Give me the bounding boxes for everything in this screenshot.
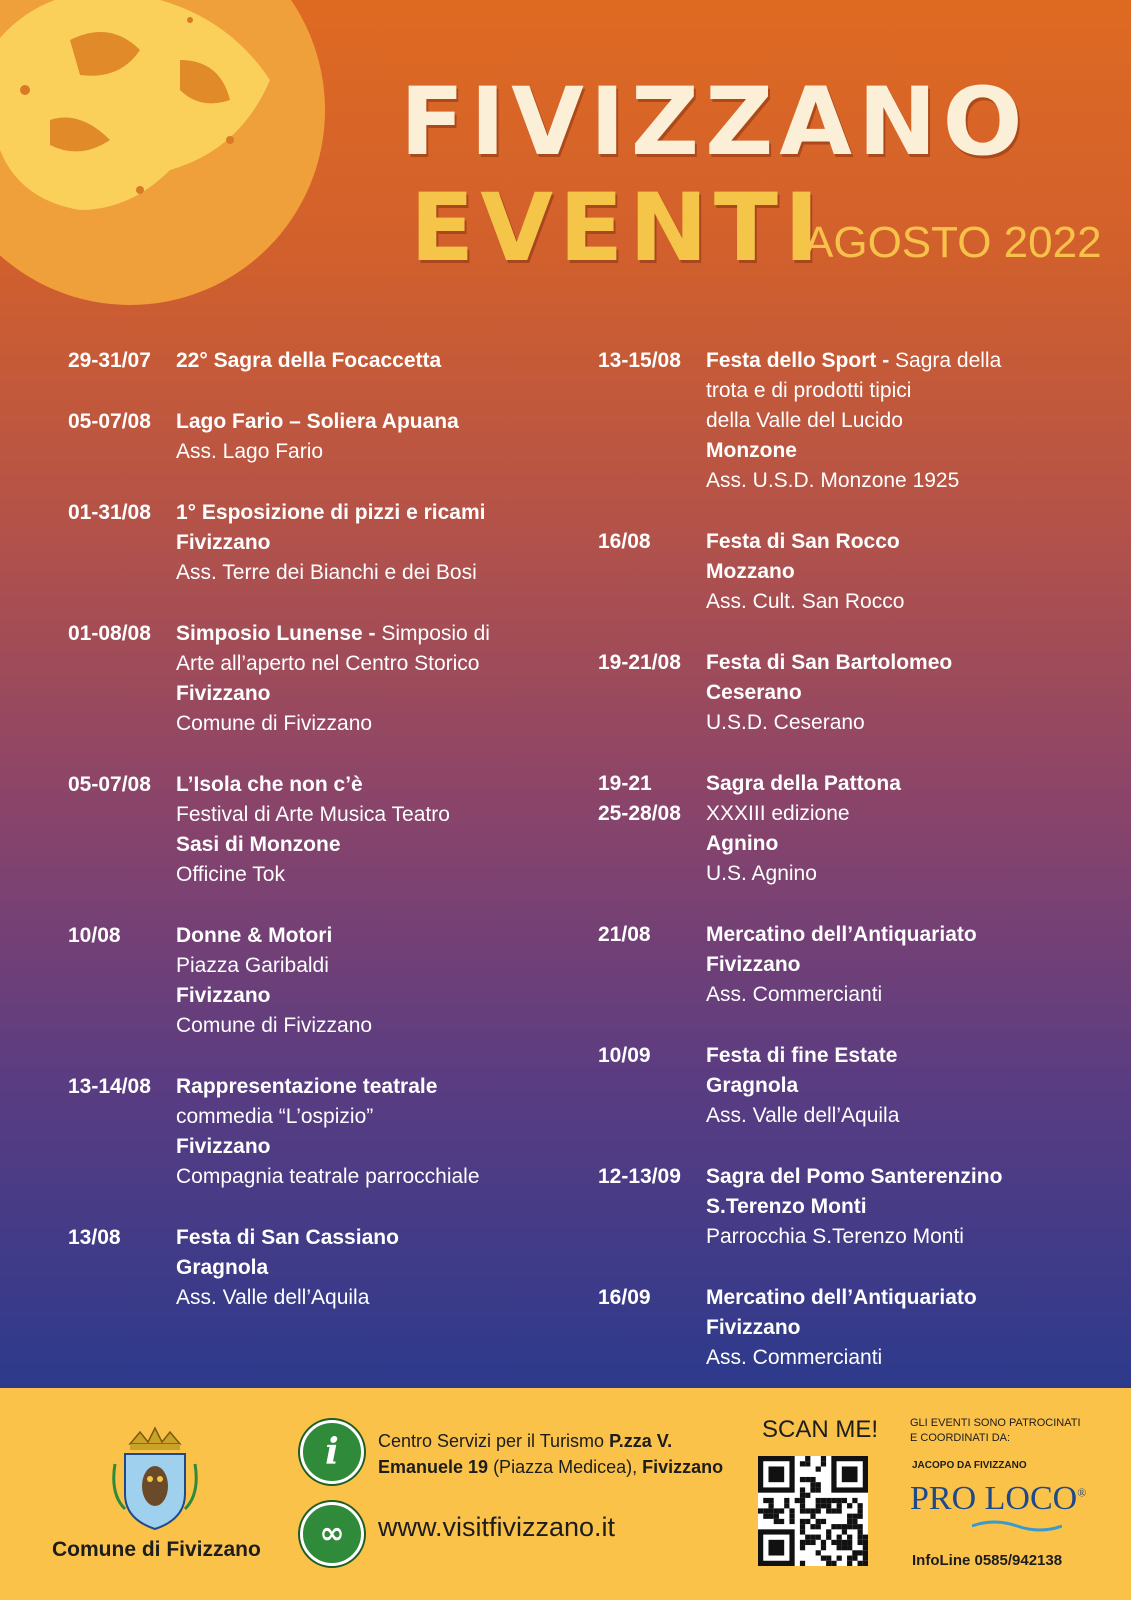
event-line: [176, 860, 558, 890]
event-date: 10/08: [68, 924, 121, 947]
event-item: [598, 1283, 1098, 1373]
event-line: [706, 1071, 1098, 1101]
event-line: [176, 1072, 558, 1102]
event-line: [706, 346, 1098, 376]
event-line: [706, 1101, 1098, 1131]
event-date: 13-14/08: [68, 1075, 151, 1098]
qr-code-icon[interactable]: [758, 1456, 868, 1566]
proloco-wave-icon: [972, 1518, 1062, 1532]
event-line-bold: Mercatino dell’Antiquariato: [706, 923, 977, 946]
event-details: [176, 619, 558, 739]
event-line-bold: Sagra della Pattona: [706, 772, 901, 795]
event-date: 05-07/08: [68, 773, 151, 796]
event-line-regular: Ass. U.S.D. Monzone 1925: [706, 469, 960, 492]
event-line: [706, 799, 1098, 829]
event-line-regular: Compagnia teatrale parrocchiale: [176, 1165, 480, 1188]
event-line: [176, 1132, 558, 1162]
events-column-right: [598, 346, 1098, 1388]
event-line: [706, 1192, 1098, 1222]
event-item: [598, 1162, 1098, 1252]
event-line-regular: U.S.D. Ceserano: [706, 711, 865, 734]
event-line-bold: Fivizzano: [176, 984, 271, 1007]
event-line: [176, 437, 558, 467]
event-line: [706, 466, 1098, 496]
event-date: 13-15/08: [598, 349, 681, 372]
event-date: 16/09: [598, 1286, 651, 1309]
event-line: [706, 678, 1098, 708]
sponsor-text: [910, 1416, 1081, 1446]
event-line-regular: Ass. Terre dei Bianchi e dei Bosi: [176, 561, 477, 584]
event-line: [176, 1162, 558, 1192]
event-line: [706, 1222, 1098, 1252]
title-eventi: EVENTI: [410, 174, 825, 283]
event-item: [598, 648, 1098, 738]
event-date: 13/08: [68, 1226, 121, 1249]
event-line: [176, 1102, 558, 1132]
event-details: [706, 920, 1098, 1010]
event-details: [176, 921, 558, 1041]
event-item: [598, 769, 1098, 889]
event-date: 19-21 25-28/08: [598, 772, 681, 825]
event-line: [706, 980, 1098, 1010]
event-line: [706, 769, 1098, 799]
event-line-bold: Mozzano: [706, 560, 795, 583]
event-line-regular: Officine Tok: [176, 863, 285, 886]
event-line: [706, 527, 1098, 557]
event-line-regular: Comune di Fivizzano: [176, 712, 373, 735]
event-date: 05-07/08: [68, 410, 151, 433]
event-line-bold: Sagra del Pomo Santerenzino: [706, 1165, 1003, 1188]
event-details: [176, 1072, 558, 1192]
event-line: [176, 800, 558, 830]
event-item: [68, 1223, 558, 1313]
event-item: [68, 498, 558, 588]
event-item: [598, 527, 1098, 617]
info-text-1: Centro Servizi per il Turismo: [378, 1431, 610, 1451]
info-text-2-bold-end: Fivizzano: [642, 1457, 724, 1477]
event-line-regular: Sagra della: [895, 349, 1002, 372]
event-line-bold: Fivizzano: [176, 682, 271, 705]
event-line: [176, 1283, 558, 1313]
event-line-bold: Donne & Motori: [176, 924, 333, 947]
event-line: [176, 558, 558, 588]
event-line-regular: Simposio di: [381, 622, 490, 645]
event-line: [176, 346, 558, 376]
event-details: [176, 346, 558, 376]
event-item: [68, 770, 558, 890]
title-fivizzano: FIVIZZANO: [400, 68, 1029, 177]
event-line-bold: Simposio Lunense -: [176, 622, 382, 645]
focaccia-illustration: [0, 0, 330, 310]
event-line-bold: Ceserano: [706, 681, 802, 704]
info-text-1-bold: P.zza V.: [609, 1431, 673, 1451]
event-line: [176, 649, 558, 679]
event-line-bold: Festa di San Bartolomeo: [706, 651, 953, 674]
subtitle-month: AGOSTO 2022: [804, 218, 1102, 267]
proloco-name: PRO LOCO: [910, 1480, 1078, 1517]
event-details: [706, 1162, 1098, 1252]
event-line: [176, 770, 558, 800]
event-details: [706, 346, 1098, 496]
event-date: 19-21/08: [598, 651, 681, 674]
event-line-bold: Fivizzano: [176, 531, 271, 554]
event-item: [598, 920, 1098, 1010]
event-item: [598, 346, 1098, 496]
event-date: 10/09: [598, 1044, 651, 1067]
link-icon: ∞: [300, 1502, 364, 1566]
event-line: [706, 950, 1098, 980]
info-text-2: (Piazza Medicea),: [488, 1457, 643, 1477]
info-text-2-bold: Emanuele 19: [378, 1457, 489, 1477]
event-line: [706, 920, 1098, 950]
tourism-office-address: [378, 1428, 723, 1480]
event-line: [176, 1223, 558, 1253]
event-details: [176, 407, 558, 467]
event-line-bold: Festa dello Sport -: [706, 349, 896, 372]
event-line: [176, 528, 558, 558]
event-line-bold: Gragnola: [176, 1256, 269, 1279]
event-line-bold: L’Isola che non c’è: [176, 773, 363, 796]
event-line: [176, 498, 558, 528]
event-date: 01-31/08: [68, 501, 151, 524]
event-line-bold: Fivizzano: [176, 1135, 271, 1158]
event-line-regular: Ass. Commercianti: [706, 983, 883, 1006]
footer: [0, 1388, 1131, 1600]
event-line-bold: Fivizzano: [706, 1316, 801, 1339]
event-line: [706, 829, 1098, 859]
event-line-bold: Mercatino dell’Antiquariato: [706, 1286, 977, 1309]
event-line: [176, 951, 558, 981]
proloco-logo: [910, 1480, 1086, 1518]
event-item: [68, 619, 558, 739]
event-details: [706, 1283, 1098, 1373]
event-line: [706, 648, 1098, 678]
event-line-bold: Rappresentazione teatrale: [176, 1075, 438, 1098]
infoline-phone: InfoLine 0585/942138: [912, 1552, 1063, 1569]
event-line-regular: U.S. Agnino: [706, 862, 817, 885]
event-line: [706, 708, 1098, 738]
event-item: [68, 346, 558, 376]
sponsor-line-1: GLI EVENTI SONO PATROCINATI: [910, 1417, 1081, 1429]
event-item: [598, 1041, 1098, 1131]
event-line-bold: Festa di San Rocco: [706, 530, 900, 553]
event-date: 29-31/07: [68, 349, 151, 372]
event-line-bold: S.Terenzo Monti: [706, 1195, 867, 1218]
event-date: 16/08: [598, 530, 651, 553]
event-item: [68, 1072, 558, 1192]
event-line-bold: 22° Sagra della Focaccetta: [176, 349, 442, 372]
event-line-regular: Arte all’aperto nel Centro Storico: [176, 652, 480, 675]
event-line-regular: XXXIII edizione: [706, 802, 850, 825]
event-line: [176, 1011, 558, 1041]
event-line-bold: Festa di fine Estate: [706, 1044, 898, 1067]
event-line-bold: Gragnola: [706, 1074, 799, 1097]
proloco-subtitle: JACOPO DA FIVIZZANO: [912, 1460, 1027, 1471]
event-line-bold: Sasi di Monzone: [176, 833, 341, 856]
event-details: [706, 527, 1098, 617]
event-line: [176, 679, 558, 709]
event-line: [706, 859, 1098, 889]
event-line-bold: Fivizzano: [706, 953, 801, 976]
event-line-regular: Ass. Lago Fario: [176, 440, 324, 463]
crest-icon: [110, 1424, 200, 1534]
event-line: [176, 709, 558, 739]
event-line: [706, 557, 1098, 587]
event-line: [706, 1313, 1098, 1343]
event-details: [176, 770, 558, 890]
comune-name: Comune di Fivizzano: [52, 1538, 261, 1561]
event-date: 01-08/08: [68, 622, 151, 645]
event-line-regular: trota e di prodotti tipici: [706, 379, 912, 402]
event-line-bold: Agnino: [706, 832, 779, 855]
event-line-regular: Parrocchia S.Terenzo Monti: [706, 1225, 964, 1248]
event-date: 21/08: [598, 923, 651, 946]
event-line: [706, 436, 1098, 466]
events-column-left: [68, 346, 558, 1344]
event-details: [176, 498, 558, 588]
event-line-bold: Festa di San Cassiano: [176, 1226, 399, 1249]
event-line-regular: della Valle del Lucido: [706, 409, 903, 432]
event-item: [68, 921, 558, 1041]
event-line: [176, 1253, 558, 1283]
event-line-regular: Ass. Valle dell’Aquila: [706, 1104, 900, 1127]
scan-me-label: SCAN ME!: [762, 1416, 879, 1443]
event-details: [706, 1041, 1098, 1131]
event-line-regular: Festival di Arte Musica Teatro: [176, 803, 450, 826]
event-line: [706, 587, 1098, 617]
event-item: [68, 407, 558, 467]
event-line: [176, 981, 558, 1011]
event-line-bold: Monzone: [706, 439, 797, 462]
event-line: [706, 1343, 1098, 1373]
event-line-regular: Ass. Cult. San Rocco: [706, 590, 905, 613]
event-line: [706, 1283, 1098, 1313]
event-details: [706, 648, 1098, 738]
event-date: 12-13/09: [598, 1165, 681, 1188]
event-line: [176, 921, 558, 951]
event-details: [706, 769, 1098, 889]
event-line-regular: Comune di Fivizzano: [176, 1014, 373, 1037]
event-line: [706, 376, 1098, 406]
event-line: [706, 1162, 1098, 1192]
event-line: [706, 1041, 1098, 1071]
event-line-regular: commedia “L’ospizio”: [176, 1105, 374, 1128]
website-link[interactable]: www.visitfivizzano.it: [378, 1512, 616, 1542]
event-line-bold: 1° Esposizione di pizzi e ricami: [176, 501, 486, 524]
info-icon: i: [300, 1420, 364, 1484]
event-line: [176, 830, 558, 860]
event-line: [176, 619, 558, 649]
event-line: [706, 406, 1098, 436]
event-details: [176, 1223, 558, 1313]
event-line-regular: Ass. Valle dell’Aquila: [176, 1286, 370, 1309]
event-line: [176, 407, 558, 437]
event-line-bold: Lago Fario – Soliera Apuana: [176, 410, 459, 433]
sponsor-line-2: E COORDINATI DA:: [910, 1432, 1011, 1444]
event-line-regular: Piazza Garibaldi: [176, 954, 329, 977]
event-line-regular: Ass. Commercianti: [706, 1346, 883, 1369]
proloco-mark: ®: [1077, 1485, 1087, 1500]
